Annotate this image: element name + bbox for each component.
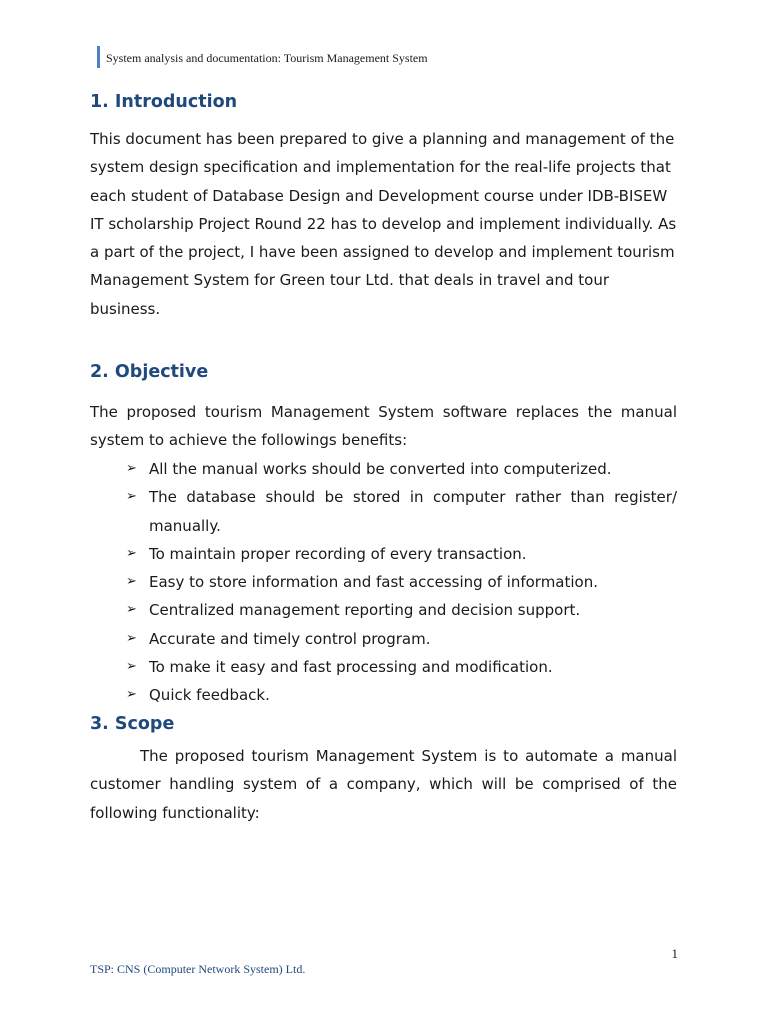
arrow-bullet-icon: ➢ xyxy=(126,687,137,703)
list-item-text: The database should be stored in computer rather than register/ manually. xyxy=(149,488,677,535)
heading-scope: 3. Scope xyxy=(90,714,175,734)
list-item xyxy=(124,455,677,483)
arrow-bullet-icon: ➢ xyxy=(126,574,137,590)
list-item xyxy=(124,483,677,540)
heading-introduction: 1. Introduction xyxy=(90,92,238,112)
page-number: 1 xyxy=(671,946,678,961)
scope-paragraph: The proposed tourism Management System is to automate a manual customer handling system of a company, which will be comprised of the following functionality: xyxy=(90,747,677,822)
list-item xyxy=(124,653,677,681)
running-footer: TSP: CNS (Computer Network System) Ltd. xyxy=(90,962,306,976)
list-item-text: Quick feedback. xyxy=(149,686,270,705)
list-item xyxy=(124,540,677,568)
introduction-paragraph: This document has been prepared to give a planning and management of the system design specification and implementation for the real-life projects that each student of Database Design and Development course under IDB-BISEW IT scholarship Project Round 22 has to develop and implement individually. As a part of the project, I have been assigned to develop and implement tourism Management System for Green tour Ltd. that deals in travel and tour business. xyxy=(90,130,677,318)
list-item xyxy=(124,681,677,709)
list-item-text: To make it easy and fast processing and modification. xyxy=(149,658,553,677)
arrow-bullet-icon: ➢ xyxy=(126,489,137,505)
objective-paragraph: The proposed tourism Management System software replaces the manual system to achieve the followings benefits: xyxy=(90,403,677,450)
list-item-text: Centralized management reporting and decision support. xyxy=(149,601,581,620)
objective-benefits-list xyxy=(124,455,677,710)
list-item xyxy=(124,568,677,596)
list-item-text: To maintain proper recording of every transaction. xyxy=(149,544,527,563)
list-item-text: Accurate and timely control program. xyxy=(149,629,431,648)
list-item-text: All the manual works should be converted into computerized. xyxy=(149,460,612,478)
list-item-text: Easy to store information and fast accessing of information. xyxy=(149,573,599,592)
running-header: System analysis and documentation: Tourism Management System xyxy=(97,46,428,68)
arrow-bullet-icon: ➢ xyxy=(126,659,137,675)
heading-objective: 2. Objective xyxy=(90,362,209,382)
arrow-bullet-icon: ➢ xyxy=(126,461,137,476)
arrow-bullet-icon: ➢ xyxy=(126,630,137,646)
list-item xyxy=(124,596,677,624)
arrow-bullet-icon: ➢ xyxy=(126,602,137,618)
list-item xyxy=(124,625,677,653)
arrow-bullet-icon: ➢ xyxy=(126,545,137,561)
